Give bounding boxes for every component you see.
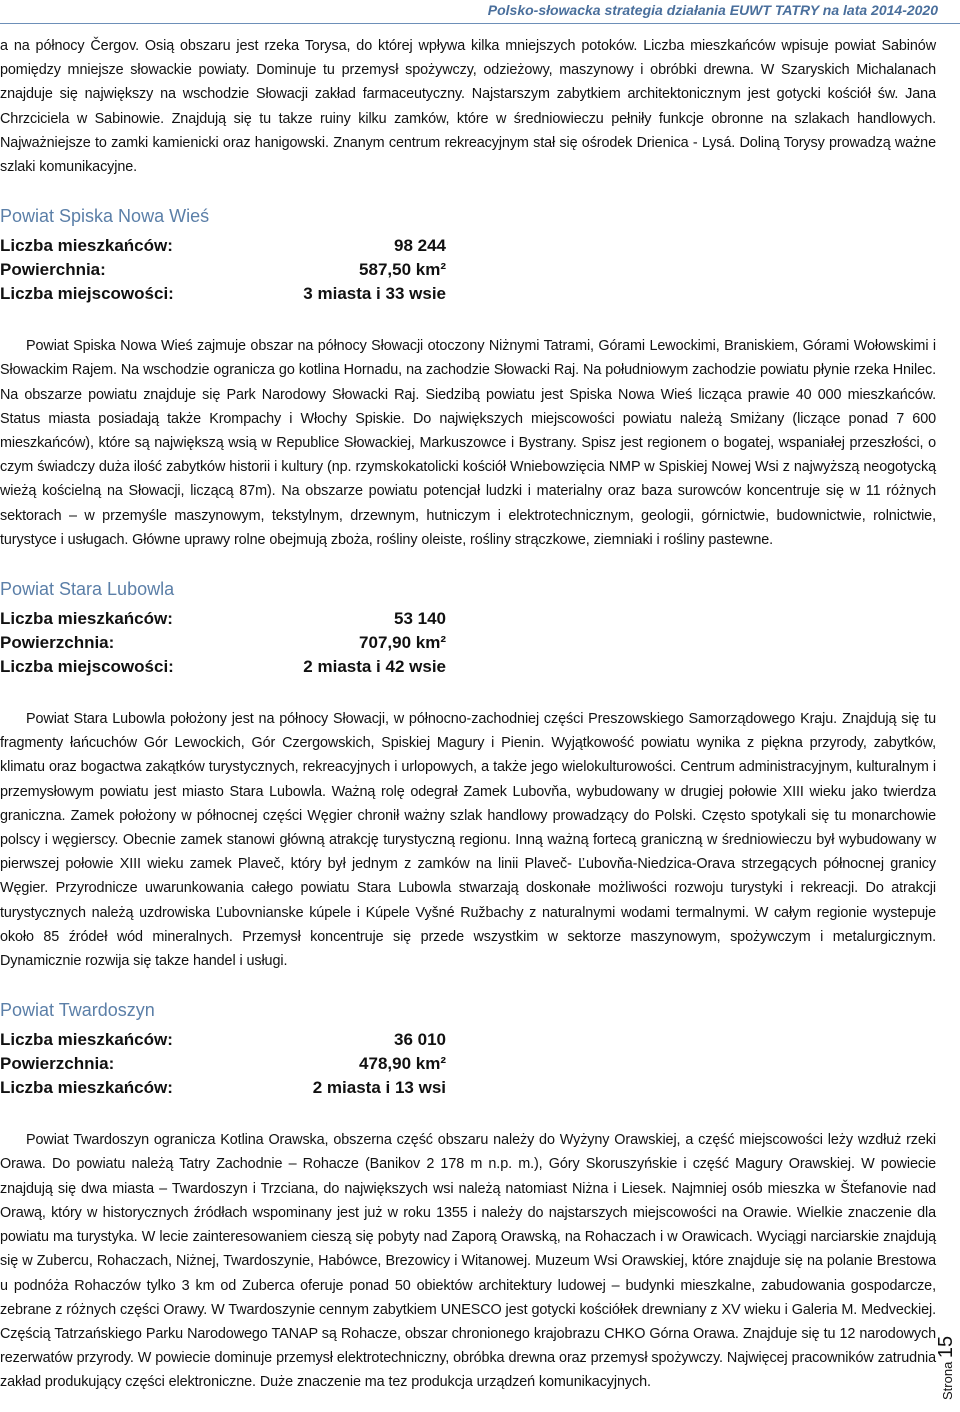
- section-paragraph: Powiat Spiska Nowa Wieś zajmuje obszar na północy Słowacji otoczony Niżnymi Tatrami, Górami Lewockimi, Braniskiem, Górami Wołowskimi i Słowackim Rajem. Na wschodzie ogranicza go kotlina Hornadu, na zachodzie Słowacki Raj. Na południowym zachodzie powiatu płynie rzeka Hnilec. Na obszarze powiatu znajduje się Park Narodowy Słowacki Raj. Siedzibą powiatu jest Spiska Nowa Wieś licząca prawie 40 000 mieszkańców. Status miasta posiadają także Krompachy i Włochy Spiskie. Do największych miejscowości powiatu należą Smiżany (liczące ponad 7 600 mieszkańców), które są największą wsią w Republice Słowackiej, Markuszowce i Bystrany. Spisz jest regionem o bogatej, wspaniałej przeszłości, o czym świadczy duża ilość zabytków historii i kultury (np. rzymskokatolicki kościół Wniebowzięcia NMP w Spiskiej Nowej Wsi z najwyższą neogotycką wieżą kościelną na Słowacji, liczącą 87m). Na obszarze powiatu potencjał ludzki i materialny oraz baza surowców koncentruje się w 11 różnych sektorach – w przemyśle maszynowym, tekstylnym, drzewnym, hutniczym i elektrotechnicznym, geologii, górnictwie, budownictwie, rolnictwie, turystyce i usługach. Główne uprawy rolne obejmują zboża, rośliny oleiste, rośliny strączkowe, ziemniaki i rośliny pastewne.: [0, 338, 936, 548]
- stat-label: Liczba mieszkańców:: [0, 609, 173, 629]
- stat-value: 53 140: [394, 609, 446, 629]
- stats-table: [0, 1028, 446, 1100]
- stats-table: [0, 607, 446, 679]
- stat-label: Liczba miejscowości:: [0, 284, 174, 304]
- stat-value: 587,50 km²: [359, 260, 446, 280]
- stats-table: [0, 234, 446, 306]
- page-content: [0, 34, 936, 1395]
- stat-label: Powierchnia:: [0, 260, 106, 280]
- stat-value: 3 miasta i 33 wsie: [303, 284, 446, 304]
- stat-value: 2 miasta i 42 wsie: [303, 657, 446, 677]
- section-spiska-nowa-wies: [0, 205, 936, 552]
- stats-row: [0, 1076, 446, 1100]
- stat-value: 2 miasta i 13 wsi: [312, 1078, 446, 1098]
- stats-row: [0, 282, 446, 306]
- intro-paragraph: a na północy Čergov. Osią obszaru jest rzeka Torysa, do której wpływa kilka mniejszych potoków. Liczba mieszkańców wpisuje powiat Sabinów pomiędzy mniejsze słowackie powiaty. Dominuje tu przemysł spożywczy, odzieżowy, maszynowy i obróbki drewna. W Szaryskich Michalanach znajduje się największy na wschodzie Słowacji zakład farmaceutyczny. Najstarszym zabytkiem architektonicznym jest gotycki kościół św. Jana Chrzciciela w Sabinowie. Znajdują się tu takze ruiny kilku zamków, które w średniowieczu pełniły funkcje obronne na szlakach handlowych. Najważniejsze to zamki kamienicki oraz hanigowski. Znanym centrum rekreacyjnym stał się ośrodek Drienica - Lysá. Doliną Torysy prowadzą ważne szlaki komunikacyjne.: [0, 38, 936, 176]
- section-paragraph: Powiat Twardoszyn ogranicza Kotlina Orawska, obszerna część obszaru należy do Wyżyny Orawskiej, a część miejscowości leży wzdłuż rzeki Orawa. Do powiatu należą Tatry Zachodnie – Rohacze (Banikov 2 178 m n.p. m.), Góry Skoruszyńskie i część Magury Orawskiej. W powiecie znajdują się dwa miasta – Twardoszyn i Trzciana, do największych wsi należą natomiast Niżna i Liesek. Najmniej osób mieszka w Štefanovie nad Orawą, który w historycznych źródłach wspominany jest już w roku 1355 i należy do najstarszych miejscowości na Orawie. Wielkie znaczenie dla powiatu ma turystyka. W lecie zainteresowaniem cieszą się pobyty nad Zaporą Orawską, na Rohaczach i w Orawicach. Wyciągi narciarskie znajdują się w Zubercu, Rohaczach, Niżnej, Twardoszynie, Habówce, Brezowicy i Witanowej. Muzeum Wsi Orawskiej, które znajduje się na polanie Brestowa u podnóża Rohaczów tylko 3 km od Zuberca oferuje ponad 50 obiektów architektury ludowej – budynki mieszkalne, zabudowania gospodarcze, zebrane z różnych części Orawy. W Twardoszynie cennym zabytkiem UNESCO jest gotycki kościółek drewniany z XV wieku i Galeria M. Medveckiej. Częścią Tatrzańskiego Parku Narodowego TANAP są Rohacze, obszar chronionego krajobrazu CHKO Górna Orawa. Znajduje się tu 12 narodowych rezerwatów przyrody. W powiecie dominuje przemysł elektrotechniczny, obróbka drewna oraz przemysł spożywczy. Najwięcej pracowników zatrudnia zakład produkujący części elektroniczne. Duże znaczenie ma tez produkcja urządzeń komunikacyjnych.: [0, 1132, 936, 1391]
- section-stara-lubowla: [0, 578, 936, 973]
- stats-row: [0, 631, 446, 655]
- stat-label: Powierzchnia:: [0, 633, 115, 653]
- section-paragraph: Powiat Stara Lubowla położony jest na północy Słowacji, w północno-zachodniej części Preszowskiego Samorządowego Kraju. Znajdują się tu fragmenty łańcuchów Gór Lewockich, Gór Czergowskich, Spiskiej Magury i Pienin. Wyjątkowość powiatu wynika z piękna przyrody, zabytków, klimatu oraz bogactwa zakątków turystycznych, rekreacyjnych i urlopowych, a także jego wielokulturowości. Centrum administracyjnym, kulturalnym i przemysłowym powiatu jest miasto Stara Lubowla. Ważną rolę odegrał Zamek Lubovňa, wybudowany w drugiej połowie XIII wieku jako twierdza graniczna. Zamek położony w północnej części Węgier chronił ważny szlak handlowy prowadzący do Polski. Często spotykali się tu monarchowie polscy i węgierscy. Obecnie zamek stanowi główną atrakcję turystyczną regionu. Inną ważną fortecą graniczną w średniowieczu był wybudowany w pierwszej połowie XIII wieku zamek Plaveč, który był jednym z zamków na linii Plaveč- Ľubovňa-Niedzica-Orava strzegących północnej granicy Węgier. Przyrodnicze uwarunkowania całego powiatu Stara Lubowla stwarzają doskonałe możliwości rozwoju turystyki i rekreacji. Do atrakcji turystycznych należą uzdrowiska Ľubovnianske kúpele i Kúpele Vyšné Ružbachy z naturalnymi wodami termalnymi. W całym regionie wystepuje około 85 źródeł wód mineralnych. Przemysł koncentruje się przede wszystkim w sektorze maszynowym, spożywczym i metalurgicznym. Dynamicznie rozwija się takze handel i usługi.: [0, 711, 936, 970]
- stat-label: Powierzchnia:: [0, 1054, 115, 1074]
- stat-value: 707,90 km²: [359, 633, 446, 653]
- section-title: Powiat Twardoszyn: [0, 1000, 155, 1021]
- document-title: Polsko-słowacka strategia działania EUWT TATRY na lata 2014-2020: [487, 2, 938, 18]
- stats-row: [0, 655, 446, 679]
- stats-row: [0, 1052, 446, 1076]
- stat-label: Liczba mieszkańców:: [0, 1030, 173, 1050]
- page-header: [0, 0, 960, 24]
- stat-value: 36 010: [394, 1030, 446, 1050]
- stats-row: [0, 258, 446, 282]
- stats-row: [0, 1028, 446, 1052]
- page-number-value: 15: [935, 1335, 957, 1359]
- stat-label: Liczba mieszkańców:: [0, 1078, 173, 1098]
- section-title: Powiat Spiska Nowa Wieś: [0, 206, 210, 227]
- stats-row: [0, 607, 446, 631]
- stat-value: 98 244: [394, 236, 446, 256]
- page-number: [935, 1330, 960, 1400]
- stat-label: Liczba mieszkańców:: [0, 236, 173, 256]
- section-twardoszyn: [0, 999, 936, 1394]
- stat-label: Liczba miejscowości:: [0, 657, 174, 677]
- page-label: Strona: [940, 1361, 955, 1400]
- stats-row: [0, 234, 446, 258]
- section-title: Powiat Stara Lubowla: [0, 579, 175, 600]
- stat-value: 478,90 km²: [359, 1054, 446, 1074]
